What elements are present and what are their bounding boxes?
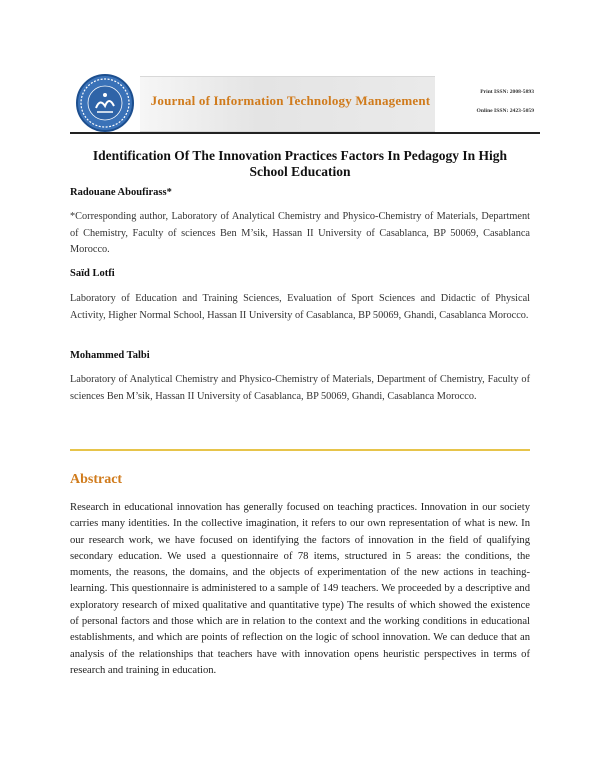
- author-name: Saïd Lotfi: [70, 268, 115, 279]
- journal-banner: [140, 76, 435, 132]
- section-divider: [70, 449, 530, 451]
- header-divider: [70, 132, 540, 134]
- paper-title: Identification Of The Innovation Practices Factors In Pedagogy In High School Education: [92, 148, 508, 179]
- journal-header: [70, 70, 540, 134]
- abstract-heading: Abstract: [70, 472, 123, 487]
- author-name: Radouane Aboufirass*: [70, 187, 172, 198]
- author-affiliation: Laboratory of Education and Training Sciences, Evaluation of Sport Sciences and Didactic of Physical Activity, Higher Normal School, Hassan II University of Casablanca, BP 50069, Ghandi, Casablanca Morocco.: [70, 293, 530, 321]
- university-seal-icon: [76, 74, 134, 132]
- abstract-body: Research in educational innovation has generally focused on teaching practices. Innovation in our society carries many identities. In the collective imagination, it refers to our own representation of what is new. In our research work, we have focused on identifying the factors of innovation in the field of qualifying secondary education. We used a questionnaire of 78 items, structured in 5 areas: the conditions, the moments, the reasons, the domains, and the objects of experimentation of the new actions in teaching-learning. This questionnaire is administered to a sample of 149 teachers. We proceeded by a descriptive and exploratory research of mixed qualitative and quantitative type) The results of which showed the existence of personal factors and those which are in relation to the context and the working conditions in educational establishments, and which are points of reflection on the logic of school innovation. We can deduce that an analysis of the relationships that teachers have with innovation opens heuristic perspectives in terms of research and training in education.: [70, 502, 530, 676]
- author-affiliation: *Corresponding author, Laboratory of Analytical Chemistry and Physico-Chemistry of Materials, Department of Chemistry, Faculty of sciences Ben M’sik, Hassan II University of Casablanca, BP 50069, Casablanca Morocco.: [70, 211, 530, 255]
- print-issn: Print ISSN: 2008-5893: [480, 89, 534, 95]
- author-name: Mohammed Talbi: [70, 350, 150, 361]
- author-affiliation: Laboratory of Analytical Chemistry and Physico-Chemistry of Materials, Department of Chemistry, Faculty of sciences Ben M’sik, Hassan II University of Casablanca, BP 50069, Ghandi, Casablanca Morocco.: [70, 374, 530, 402]
- journal-title: Journal of Information Technology Management: [150, 93, 431, 108]
- online-issn: Online ISSN: 2423-5059: [476, 108, 534, 114]
